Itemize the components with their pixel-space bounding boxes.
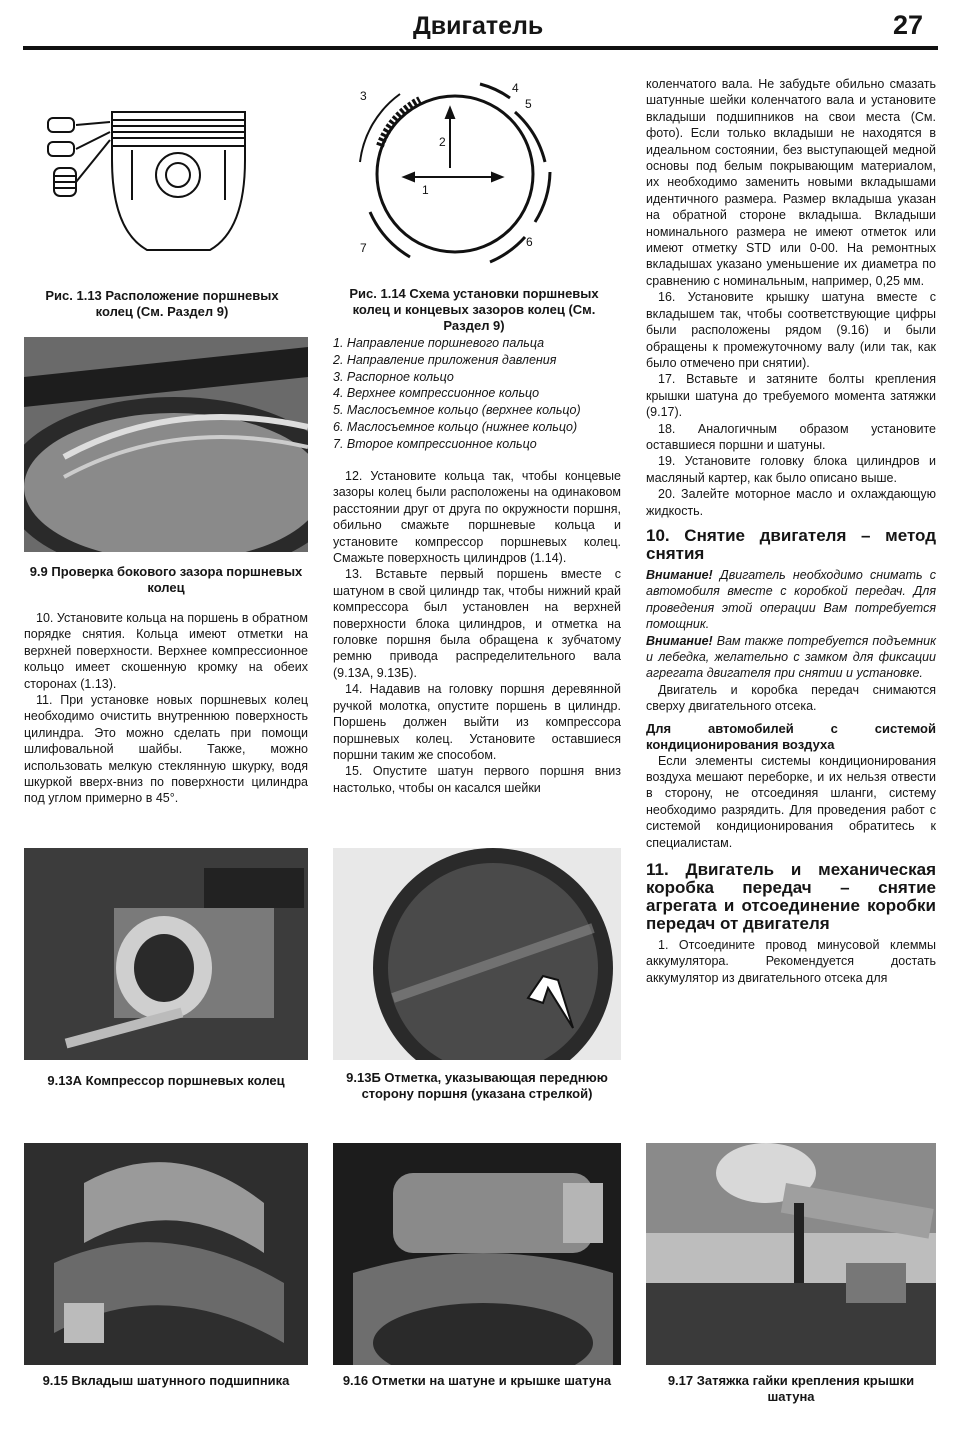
paragraph-13: 13. Вставьте первый поршень вместе с шатуном в свой цилиндр так, чтобы нижний край компрессора был установлен на верхней поверхности блока цилиндров, и отметка на головке поршня была обращена к зубчатому ремню привода распределительного вала (9.13А, 9.13Б).: [333, 567, 621, 680]
photo-9-16: [333, 1143, 621, 1365]
paragraph-14: 14. Надавив на головку поршня деревянной ручкой молотка, опустите поршень в цилиндр. Поршень должен выйти из компрессора поршневых колец. Установите оставшиеся поршни таким же способом.: [333, 682, 621, 762]
page-header-title: Двигатель: [413, 12, 544, 40]
warning-label: Внимание!: [646, 633, 713, 648]
warning-text: Вам также потребуется подъемник и лебедка, желательно с замком для фиксации агрегата двигателя при снятии и установке.: [646, 633, 936, 681]
photo-9-15-caption: 9.15 Вкладыш шатунного подшипника: [42, 1373, 290, 1388]
ac-subheading: Для автомобилей с системой кондиционирования воздуха: [646, 720, 936, 752]
legend-item: 1. Направление поршневого пальца: [333, 336, 545, 350]
paragraph-18: 18. Аналогичным образом установите оставшиеся поршни и шатуны.: [646, 421, 936, 452]
paragraph-15: 15. Опустите шатун первого поршня вниз настолько, чтобы он касался шейки: [333, 764, 621, 795]
fig-1-14-label-7: 7: [360, 241, 367, 255]
fig-1-14-label-1: 1: [422, 183, 429, 197]
section-11-paragraph-1: 1. Отсоедините провод минусовой клеммы аккумулятора. Рекомендуется достать аккумулятор из двигательного отсека для: [646, 938, 936, 985]
warning-2: [646, 633, 936, 682]
header-rule: [23, 46, 938, 50]
photo-9-13a: [24, 848, 308, 1060]
fig-1-14-label-2: 2: [439, 135, 446, 149]
section-11-heading: 11. Двигатель и механическая коробка передач – снятие агрегата и отсоединение коробки передач от двигателя: [646, 860, 936, 934]
fig-1-13-caption: Рис. 1.13 Расположение поршневых колец (См. Раздел 9): [45, 288, 279, 319]
legend-item: 7. Второе компрессионное кольцо: [333, 436, 537, 451]
ac-paragraph: Если элементы системы кондиционирования воздуха мешают переборке, и их нельзя отвести в сторону, не отсоединяя шланги, систему необходимо разрядить. Для проведения работ с системой кондиционирования обратитесь к специалистам.: [646, 753, 936, 850]
photo-9-16-caption: 9.16 Отметки на шатуне и крышке шатуна: [342, 1373, 612, 1388]
photo-9-9-caption: 9.9 Проверка бокового зазора поршневых колец: [29, 564, 303, 595]
paragraph-16: 16. Установите крышку шатуна вместе с вкладышем так, чтобы соответствующие цифры были расположены рядом (9.16) и были обращены к промежуточному валу (или так, как было отмечено при снятии).: [646, 290, 936, 370]
section-10-paragraph: Двигатель и коробка передач снимаются сверху двигательного отсека.: [646, 682, 936, 714]
legend-item: 6. Маслосъемное кольцо (нижнее кольцо): [333, 419, 578, 434]
warning-text: Двигатель необходимо снимать с автомобиля вместе с коробкой передач. Для проведения этой операции Вам потребуется помощник.: [646, 567, 936, 632]
fig-1-13-drawing: [40, 90, 290, 270]
column-3-text: [646, 76, 936, 986]
photo-9-13a-caption: 9.13А Компрессор поршневых колец: [47, 1073, 285, 1088]
fig-1-14-diagram: [340, 62, 570, 277]
photo-9-15: [24, 1143, 308, 1365]
fig-1-14-label-4: 4: [512, 81, 519, 95]
fig-1-14-caption: Рис. 1.14 Схема установки поршневых колец и концевых зазоров колец (См. Раздел 9): [349, 286, 599, 333]
paragraph-20: 20. Залейте моторное масло и охлаждающую жидкость.: [646, 487, 936, 518]
legend-item: 5. Маслосъемное кольцо (верхнее кольцо): [333, 403, 581, 418]
photo-9-9: [24, 337, 308, 552]
fig-1-14-label-6: 6: [526, 235, 533, 249]
warning-label: Внимание!: [646, 567, 713, 582]
column-2-text: [333, 468, 621, 796]
warning-1: [646, 567, 936, 633]
fig-1-14-label-5: 5: [525, 97, 532, 111]
paragraph-19: 19. Установите головку блока цилиндров и масляный картер, как было описано выше.: [646, 454, 936, 485]
section-10-heading: 10. Снятие двигателя – метод снятия: [646, 525, 936, 563]
legend-item: 2. Направление приложения давления: [333, 352, 557, 367]
paragraph-12: 12. Установите кольца так, чтобы концевые зазоры колец были расположены на одинаковом расстоянии друг от друга по окружности поршня, обильно смажьте поршневые кольца и установите компрессор поршневых колец. Смажьте поверхность цилиндров (1.14).: [333, 469, 621, 566]
legend-item: 3. Распорное кольцо: [333, 369, 454, 384]
fig-1-14-legend: [333, 335, 621, 453]
column-1-text: [24, 610, 308, 807]
page-number: 27: [893, 10, 924, 40]
legend-item: 4. Верхнее компрессионное кольцо: [333, 386, 540, 401]
paragraph-10: 10. Установите кольца на поршень в обратном порядке снятия. Кольца имеют отметки на верхней поверхности. Верхнее компрессионное кольцо имеет скошенную кромку на обеих сторонах (1.13).: [24, 611, 308, 691]
paragraph-15-continued: коленчатого вала. Не забудьте обильно смазать шатунные шейки коленчатого вала и установите вкладыши подшипников на свои места (См. фото). Если только вкладыши не находятся в идеальном состоянии, без выступающей медной основы под белым покрывающим материалом, их необходимо заменить новыми вкладышами идентичного размера. Размер вкладыша указан на обратной стороне вкладыша. Вкладыши номинального размера не имеют отметок или имеют отметку STD или 0-00. На ремонтных вкладышах указано уменьшение их диаметра по сравнению с номинальным, например, 0,25 мм.: [646, 77, 936, 288]
fig-1-14-label-3: 3: [360, 89, 367, 103]
photo-9-13b: [333, 848, 621, 1060]
paragraph-11: 11. При установке новых поршневых колец необходимо очистить внутреннюю поверхность цилиндра. Это можно сделать при помощи шлифовальной шайбы. Также, можно использовать мелкую стеклянную шкурку, водя шкуркой вверх-вниз по поверхности цилиндра под углом примерно в 45°.: [24, 693, 308, 806]
photo-9-13b-caption: 9.13Б Отметка, указывающая переднюю сторону поршня (указана стрелкой): [346, 1070, 608, 1101]
paragraph-17: 17. Вставьте и затяните болты крепления крышки шатуна до требуемого момента затяжки (9.17).: [646, 372, 936, 420]
photo-9-17-caption: 9.17 Затяжка гайки крепления крышки шатуна: [667, 1373, 915, 1404]
photo-9-17: [646, 1143, 936, 1365]
